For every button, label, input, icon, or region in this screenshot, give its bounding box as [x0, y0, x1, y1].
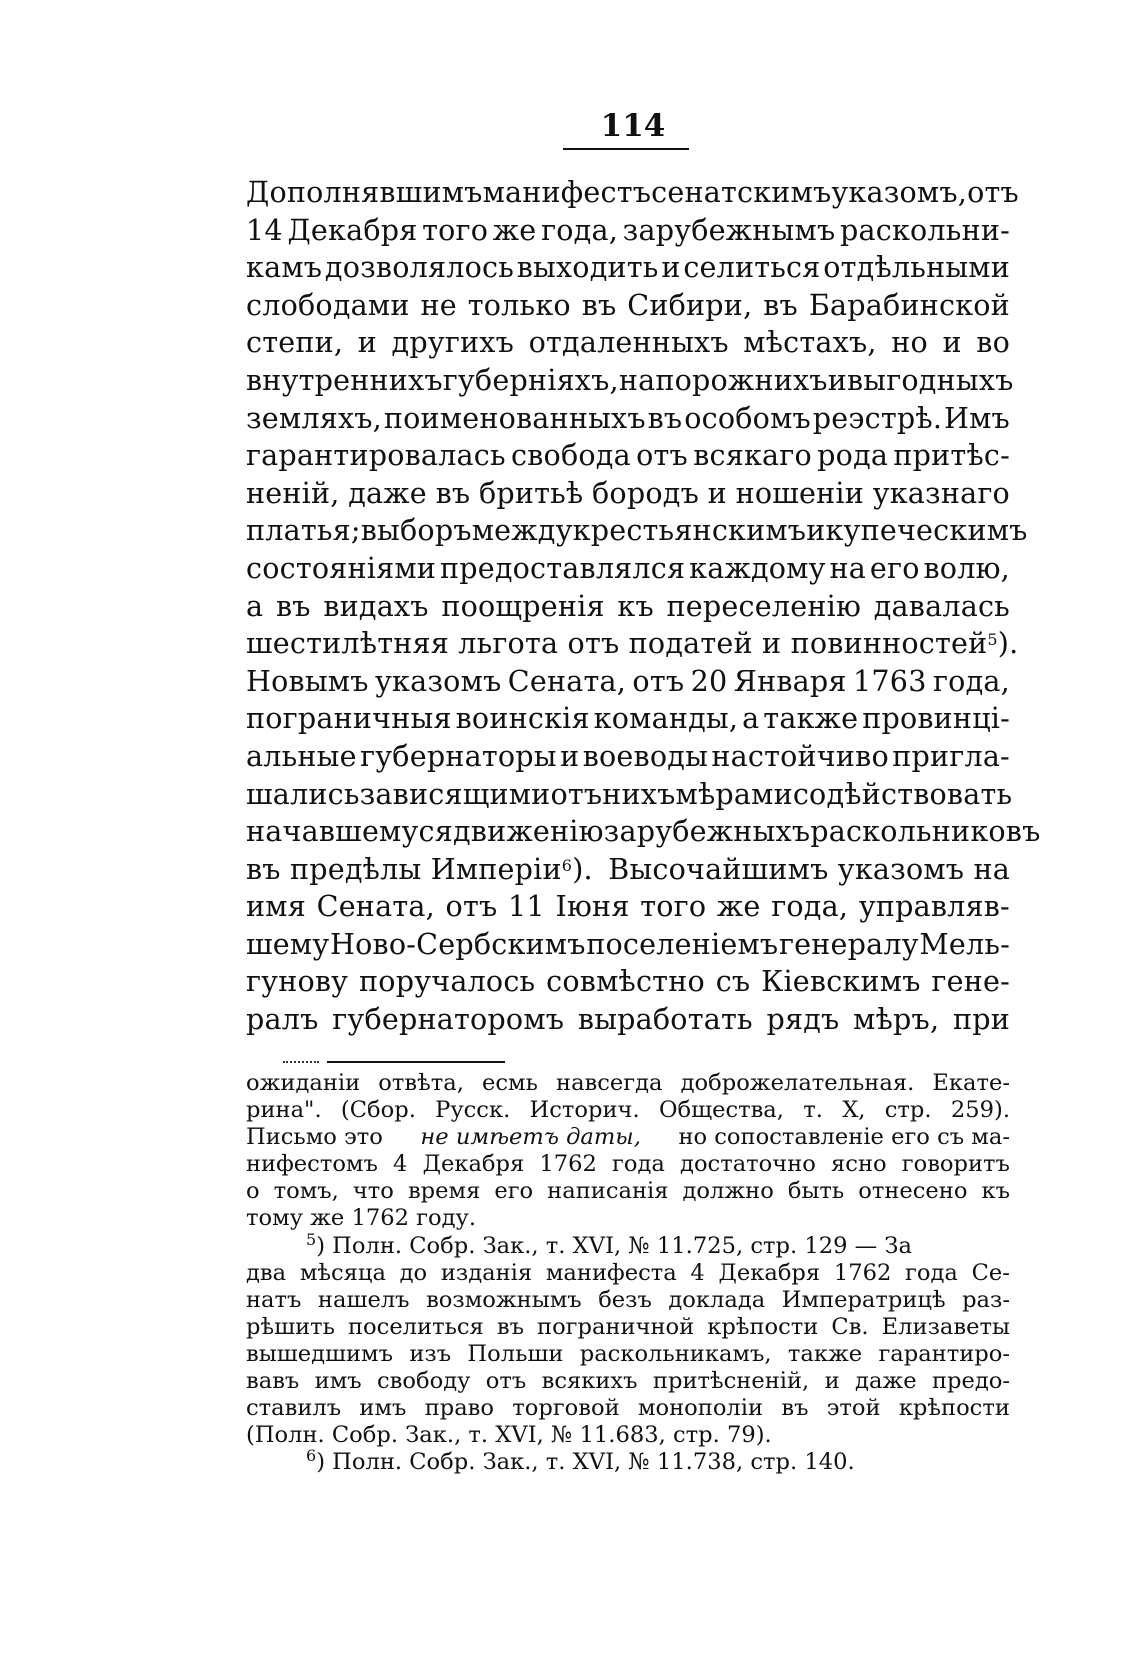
footnote-ref-6: 6 [561, 855, 573, 875]
word: поименованныхъ [383, 400, 646, 435]
word: провинці- [862, 701, 1010, 736]
word: 259). [950, 1097, 1010, 1124]
text-line [246, 588, 1010, 626]
word: рядъ [766, 1002, 840, 1037]
word: же [492, 212, 537, 247]
text-line-ref5 [246, 625, 1019, 663]
word: 1763 [853, 663, 927, 698]
text-line [246, 776, 1013, 814]
text-segment: ) Полн. Собр. Зак., т. XVI, № 11.738, стр. 140. [316, 1449, 855, 1476]
word: поручалось [359, 964, 536, 999]
text-line [246, 663, 1010, 701]
word: генералу [778, 926, 919, 961]
word: внутреннихъ [246, 362, 443, 397]
word: Мель- [919, 926, 1010, 961]
word: давалась [873, 588, 1010, 623]
word: Елизаветы [881, 1313, 1010, 1340]
word: натъ [246, 1286, 302, 1313]
word: (Сбор. [340, 1097, 416, 1124]
word: Декабря [287, 212, 418, 247]
word: гене- [931, 964, 1010, 999]
word: безъ [598, 1286, 652, 1313]
word: но [891, 325, 928, 360]
word: гарантировалась [246, 438, 506, 473]
text-segment: въ предѣлы Имперіи [246, 851, 562, 886]
word: альные [246, 738, 357, 773]
word: 20 [690, 663, 728, 698]
footnote-line [246, 1314, 1010, 1341]
word: ожиданіи [246, 1070, 361, 1096]
word: управляв- [858, 889, 1010, 924]
text-line [246, 212, 1010, 250]
word: Іюня [555, 889, 630, 924]
word: до [399, 1259, 428, 1286]
word: его [869, 550, 920, 585]
word: монополіи [637, 1395, 764, 1422]
word: манифестъ [482, 175, 652, 209]
word: степи, [246, 325, 344, 360]
word: шему [246, 926, 330, 961]
word: реэстрѣ. [812, 400, 943, 435]
word: отъ [550, 776, 603, 811]
word: Русск. [435, 1097, 511, 1124]
word: бородъ [592, 475, 699, 510]
word: раскольникамъ, [579, 1340, 772, 1367]
word: также [763, 701, 859, 736]
word: въ [275, 588, 311, 623]
text-line [246, 400, 1010, 438]
text-line [246, 362, 1014, 400]
word: волю, [923, 550, 1010, 585]
word: выходить [516, 250, 659, 285]
word: въ [496, 1313, 524, 1340]
word: къ [617, 588, 654, 623]
word: этой [826, 1395, 881, 1422]
word: торговой [512, 1395, 620, 1422]
word: и [560, 738, 580, 773]
word: камъ [246, 250, 323, 285]
word: томъ, [273, 1178, 339, 1205]
word: въ [435, 475, 471, 510]
word: и [827, 362, 847, 397]
word: Св. [831, 1313, 869, 1340]
word: а [742, 701, 760, 736]
word: стр. [884, 1097, 932, 1124]
word: Ново-Сербскимъ [330, 926, 586, 961]
footnote-ref-5: 5 [987, 630, 998, 650]
word: изъ [409, 1340, 452, 1367]
word: о [246, 1178, 260, 1205]
word: рина". [246, 1097, 322, 1124]
word: всякихъ [541, 1368, 638, 1395]
word: бритьѣ [478, 475, 584, 510]
word: платья; [246, 513, 361, 548]
footnote-line [246, 1341, 1010, 1368]
word: предо- [931, 1368, 1010, 1395]
word: порожнихъ [655, 362, 828, 397]
word: крестьянскимъ [572, 513, 807, 548]
word: и [661, 250, 681, 285]
word: нихъ [602, 776, 676, 811]
word: раскольниковъ [810, 814, 1041, 849]
footnotes [246, 1070, 1010, 1476]
word: вышедшимъ [246, 1340, 394, 1367]
word: гарантиро- [878, 1340, 1010, 1367]
word: неній, [246, 475, 340, 510]
word: пригла- [892, 738, 1010, 773]
word: 11 [508, 889, 545, 924]
word: земляхъ, [246, 400, 382, 435]
footnote-marker-5: 5 [306, 1229, 317, 1249]
word: въ [647, 400, 683, 435]
word: право [424, 1395, 495, 1422]
word: 1762 [539, 1151, 597, 1178]
word: въ [763, 287, 798, 322]
text-line [246, 437, 1010, 475]
footnote-line [246, 1178, 1010, 1205]
word: 14 [246, 212, 283, 247]
word: при [952, 1002, 1010, 1037]
word: года [905, 1259, 958, 1286]
word: Новымъ [246, 663, 369, 698]
word: рѣшить [246, 1313, 335, 1340]
text-line [246, 1001, 1010, 1039]
word: 4 [393, 1151, 408, 1178]
text-line [246, 174, 1019, 212]
word: поселиться [348, 1313, 484, 1340]
word: въ [581, 287, 617, 322]
word: переселенію [666, 588, 862, 623]
word: Кіевскимъ [761, 964, 921, 999]
word: пограничныя [246, 701, 452, 736]
word: даже [348, 475, 427, 510]
word: Сената, [316, 889, 435, 924]
text-segment: Высочайшимъ указомъ на [608, 851, 1010, 886]
footnote-line: тому же 1762 году. [246, 1205, 476, 1232]
word: на [618, 362, 656, 397]
word: мѣстахъ, [743, 325, 877, 360]
word: и [357, 325, 377, 360]
word: отдаленныхъ [528, 325, 729, 360]
word: притѣсненій, [652, 1368, 810, 1395]
word: навсегда [556, 1070, 663, 1096]
word: и [806, 513, 826, 548]
word: свободу [377, 1368, 471, 1395]
text-line [246, 512, 1028, 550]
text-line [246, 888, 1010, 926]
text-line [246, 926, 1010, 964]
word: слободами [246, 287, 410, 322]
word: начавшемуся [246, 814, 453, 849]
footnote-line [246, 1151, 1010, 1178]
footnote-line [246, 1070, 1010, 1097]
word: также [787, 1340, 863, 1367]
word: свобода [511, 438, 631, 473]
footnote-line [246, 1097, 1010, 1124]
word: къ [981, 1178, 1010, 1205]
word: дозволялось [324, 250, 514, 285]
footnote-ref-close: ). [997, 626, 1019, 661]
word: отъ [967, 175, 1019, 209]
word: и [824, 1368, 840, 1395]
word: указомъ [375, 663, 502, 698]
footnote-line [246, 1260, 1010, 1287]
footnote-line [246, 1395, 1010, 1422]
text-line [246, 287, 1010, 325]
word: указнаго [872, 475, 1010, 510]
word: X, [842, 1097, 866, 1124]
word: содѣйствовать [792, 776, 1013, 811]
word: крѣпости [898, 1395, 1010, 1422]
word: команды, [593, 701, 739, 736]
word: раз- [962, 1286, 1010, 1313]
word: имя [246, 889, 306, 924]
word: нифестомъ [246, 1151, 378, 1178]
word: рода [817, 438, 889, 473]
word: отдѣльными [823, 250, 1010, 285]
word: возможнымъ [426, 1286, 582, 1313]
word: достаточно [680, 1151, 816, 1178]
word: изданія [440, 1259, 533, 1286]
word: отнесено [858, 1178, 968, 1205]
text-line [246, 738, 1010, 776]
word: и [942, 325, 962, 360]
word: ралъ [246, 1002, 319, 1037]
word: должно [682, 1178, 774, 1205]
word: нашелъ [317, 1286, 410, 1313]
word: сенатскимъ [651, 175, 832, 209]
word: а [246, 588, 264, 623]
word: того [422, 212, 489, 247]
word: поселеніемъ [586, 926, 779, 961]
word: Се- [971, 1259, 1010, 1286]
word: манифеста [545, 1259, 677, 1286]
word: каждому [689, 550, 826, 585]
word: т. [803, 1097, 823, 1124]
word: Января [733, 663, 847, 698]
footnote-ref-close: ). [572, 851, 593, 886]
word: даже [855, 1368, 917, 1395]
word: имъ [359, 1395, 407, 1422]
footnote-line [246, 1287, 1010, 1314]
word: того [640, 889, 707, 924]
word: выгодныхъ [846, 362, 1014, 397]
word: воинскія [455, 701, 590, 736]
word: гунову [246, 964, 349, 999]
word: мѣръ, [853, 1002, 940, 1037]
word: выработать [577, 1002, 753, 1037]
footnote-6 [246, 1446, 1010, 1476]
word: Сената, [507, 663, 627, 698]
word: Имъ [943, 400, 1010, 435]
footnote-marker-6: 6 [306, 1446, 317, 1466]
text-line [246, 813, 1041, 851]
word: зарубежнымъ [622, 212, 836, 247]
footnote-5-first-line [246, 1229, 1010, 1260]
word: поощренія [441, 588, 605, 623]
word: зависящими [359, 776, 551, 811]
word: года, [771, 889, 849, 924]
italic-segment: не имѣетъ даты, [420, 1124, 641, 1151]
word: губернаторы [360, 738, 557, 773]
word: ясно [831, 1151, 887, 1178]
word: крѣпости [707, 1313, 819, 1340]
word: мѣсяца [299, 1259, 386, 1286]
word: года [612, 1151, 665, 1178]
word: доброжелательная. [680, 1070, 915, 1096]
word: губерніяхъ, [442, 362, 619, 397]
text-segment: Письмо это [246, 1124, 383, 1151]
word: Общества, [658, 1097, 784, 1124]
word: вавъ [246, 1368, 300, 1395]
word: ставилъ [246, 1395, 342, 1422]
word: два [246, 1259, 287, 1286]
word: предоставлялся [439, 550, 686, 585]
word: воеводы [582, 738, 709, 773]
word: шались [246, 776, 360, 811]
main-text [246, 174, 1041, 1039]
word: отъ [632, 663, 685, 698]
word: зарубежныхъ [603, 814, 811, 849]
word: совмѣстно [546, 964, 705, 999]
word: года, [541, 212, 619, 247]
word: движенію [452, 814, 604, 849]
word: раскольни- [839, 212, 1010, 247]
word: Императрицѣ [781, 1286, 946, 1313]
text-segment: но сопоставленіе его съ ма- [678, 1124, 1010, 1151]
word: что [352, 1178, 394, 1205]
word: Дополнявшимъ [246, 175, 483, 209]
word: другихъ [391, 325, 515, 360]
text-line [246, 550, 1010, 588]
word: видахъ [323, 588, 429, 623]
word: отвѣта, [378, 1070, 464, 1096]
word: купеческимъ [825, 513, 1028, 548]
word: Барабинской [808, 287, 1010, 322]
word: во [976, 325, 1010, 360]
word: всякаго [693, 438, 812, 473]
word: его [494, 1178, 534, 1205]
word: въ [781, 1395, 809, 1422]
word: имъ [314, 1368, 362, 1395]
word: мѣрами [675, 776, 793, 811]
word: отъ [485, 1368, 527, 1395]
word: говоритъ [901, 1151, 1010, 1178]
word: время [407, 1178, 481, 1205]
word: губернаторомъ [332, 1002, 565, 1037]
word: Сибири, [627, 287, 753, 322]
footnote-separator [327, 1061, 505, 1063]
word: между [471, 513, 573, 548]
word: же [716, 889, 761, 924]
word: Екате- [932, 1070, 1010, 1096]
footnote-line: (Полн. Собр. Зак., т. XVI, № 11.683, стр. 79). [246, 1422, 772, 1449]
text-line [246, 963, 1010, 1001]
word: Польши [467, 1340, 564, 1367]
text-segment: шестилѣтняя льгота отъ податей и повинностей [246, 626, 988, 661]
word: не [420, 287, 457, 322]
word: отъ [445, 889, 498, 924]
footnote-separator-dots [283, 1061, 319, 1065]
word: 4 [690, 1259, 705, 1286]
word: и [707, 475, 727, 510]
word: отъ [636, 438, 688, 473]
text-line [246, 700, 1010, 738]
footnote-line [246, 1368, 1010, 1395]
word: съ [715, 964, 751, 999]
word: селиться [683, 250, 821, 285]
word: года, [932, 663, 1010, 698]
word: ношеніи [735, 475, 865, 510]
page-number-rule [563, 148, 689, 150]
word: указомъ, [831, 175, 968, 209]
text-line [246, 249, 1010, 287]
word: написанія [547, 1178, 669, 1205]
text-segment: ) Полн. Собр. Зак., т. XVI, № 11.725, стр. 129 — За [316, 1232, 912, 1259]
word: состояніями [246, 550, 437, 585]
text-line [246, 475, 1010, 513]
word: Декабря [422, 1151, 525, 1178]
word: 1762 [833, 1259, 892, 1286]
word: доклада [668, 1286, 766, 1313]
word: особомъ [684, 400, 811, 435]
word: только [467, 287, 571, 322]
word: настойчиво [711, 738, 889, 773]
word: пограничной [537, 1313, 695, 1340]
word: Историч. [529, 1097, 640, 1124]
page-number: 114 [600, 108, 666, 144]
word: выборъ [360, 513, 472, 548]
word: на [829, 550, 867, 585]
text-line [246, 324, 1010, 362]
word: быть [787, 1178, 845, 1205]
text-line-ref6 [246, 851, 1010, 889]
footnote-line-mixed [246, 1124, 1010, 1151]
word: Декабря [718, 1259, 821, 1286]
word: притѣс- [893, 438, 1010, 473]
word: есмь [482, 1070, 538, 1096]
